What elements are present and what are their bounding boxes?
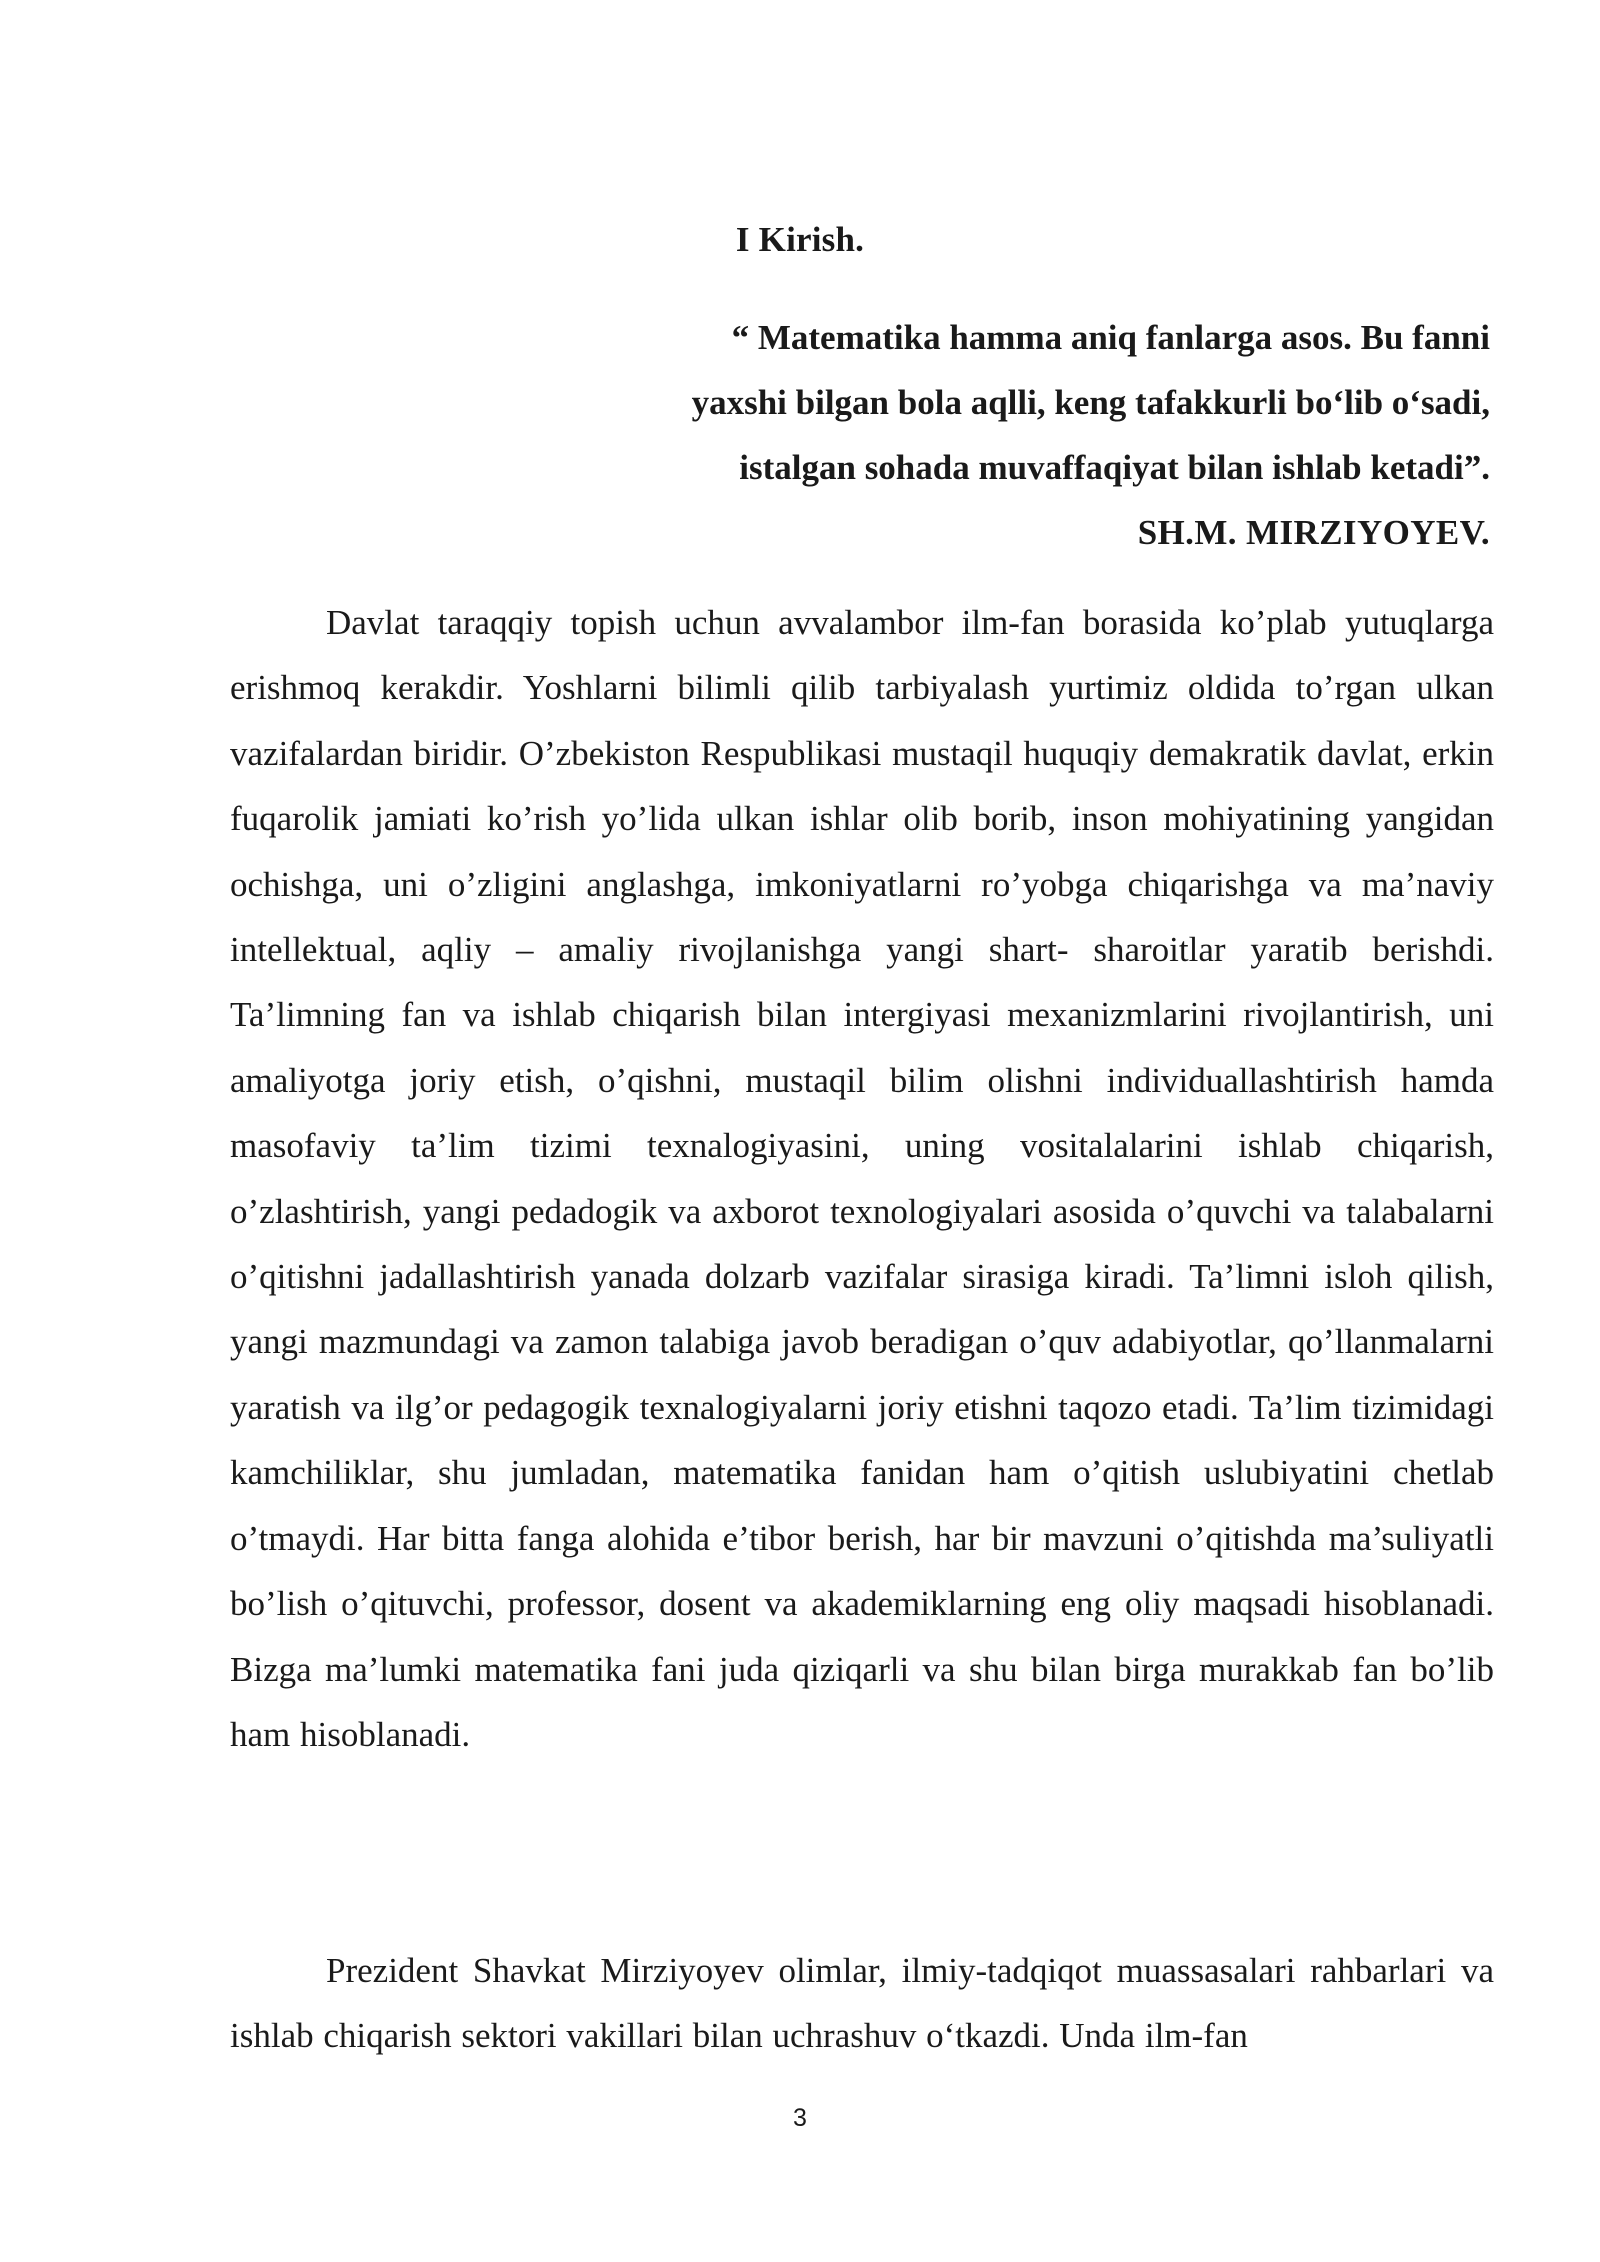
epigraph-line-3: istalgan sohada muvaffaqiyat bilan ishlab ketadi”. [739, 448, 1490, 487]
epigraph-quote [590, 305, 1490, 565]
section-heading: I Kirish. [735, 220, 865, 259]
page-number: 3 [793, 2104, 807, 2132]
epigraph-line-2: yaxshi bilgan bola aqlli, keng tafakkurli bo‘lib o‘sadi, [691, 383, 1490, 422]
body-paragraph-2: Prezident Shavkat Mirziyoyev olimlar, ilmiy-tadqiqot muassasalari rahbarlari va ishlab chiqarish sektori vakillari bilan uchrashuv o‘tkazdi. Unda ilm-fan [230, 1951, 1494, 2056]
body-paragraph-1: Davlat taraqqiy topish uchun avvalambor ilm-fan borasida ko’plab yutuqlarga erishmoq kerakdir. Yoshlarni bilimli qilib tarbiyalash yurtimiz oldida to’rgan ulkan vazifalardan biridir. O’zbekiston Respublikasi mustaqil huquqiy demakratik davlat, erkin fuqarolik jamiati ko’rish yo’lida ulkan ishlar olib borib, inson mohiyatining yangidan ochishga, uni o’zligini anglashga, imkoniyatlarni ro’yobga chiqarishga va ma’naviy intellektual, aqliy – amaliy rivojlanishga yangi shart- sharoitlar yaratib berishdi. Ta’limning fan va ishlab chiqarish bilan intergiyasi mexanizmlarini rivojlantirish, uni amaliyotga joriy etish, o’qishni, mustaqil bilim olishni individuallashtirish hamda masofaviy ta’lim tizimi texnalogiyasini, uning vositalalarini ishlab chiqarish, o’zlashtirish, yangi pedadogik va axborot texnologiyalari asosida o’quvchi va talabalarni o’qitishni jadallashtirish yanada dolzarb vazifalar sirasiga kiradi. Ta’limni isloh qilish, yangi mazmundagi va zamon talabiga javob beradigan o’quv adabiyotlar, qo’llanmalarni yaratish va ilg’or pedagogik texnalogiyalarni joriy etishni taqozo etadi. Ta’lim tizimidagi kamchiliklar, shu jumladan, matematika fanidan ham o’qitish uslubiyatini chetlab o’tmaydi. Har bitta fanga alohida e’tibor berish, har bir mavzuni o’qitishda ma’suliyatli bo’lish o’qituvchi, professor, dosent va akademiklarning eng oliy maqsadi hisoblanadi. Bizga ma’lumki matematika fani juda qiziqarli va shu bilan birga murakkab fan bo’lib ham hisoblanadi. [230, 603, 1494, 1754]
epigraph-author: SH.M. MIRZIYOYEV. [1137, 513, 1490, 552]
epigraph-line-1: “ Matematika hamma aniq fanlarga asos. Bu fanni [731, 318, 1490, 357]
